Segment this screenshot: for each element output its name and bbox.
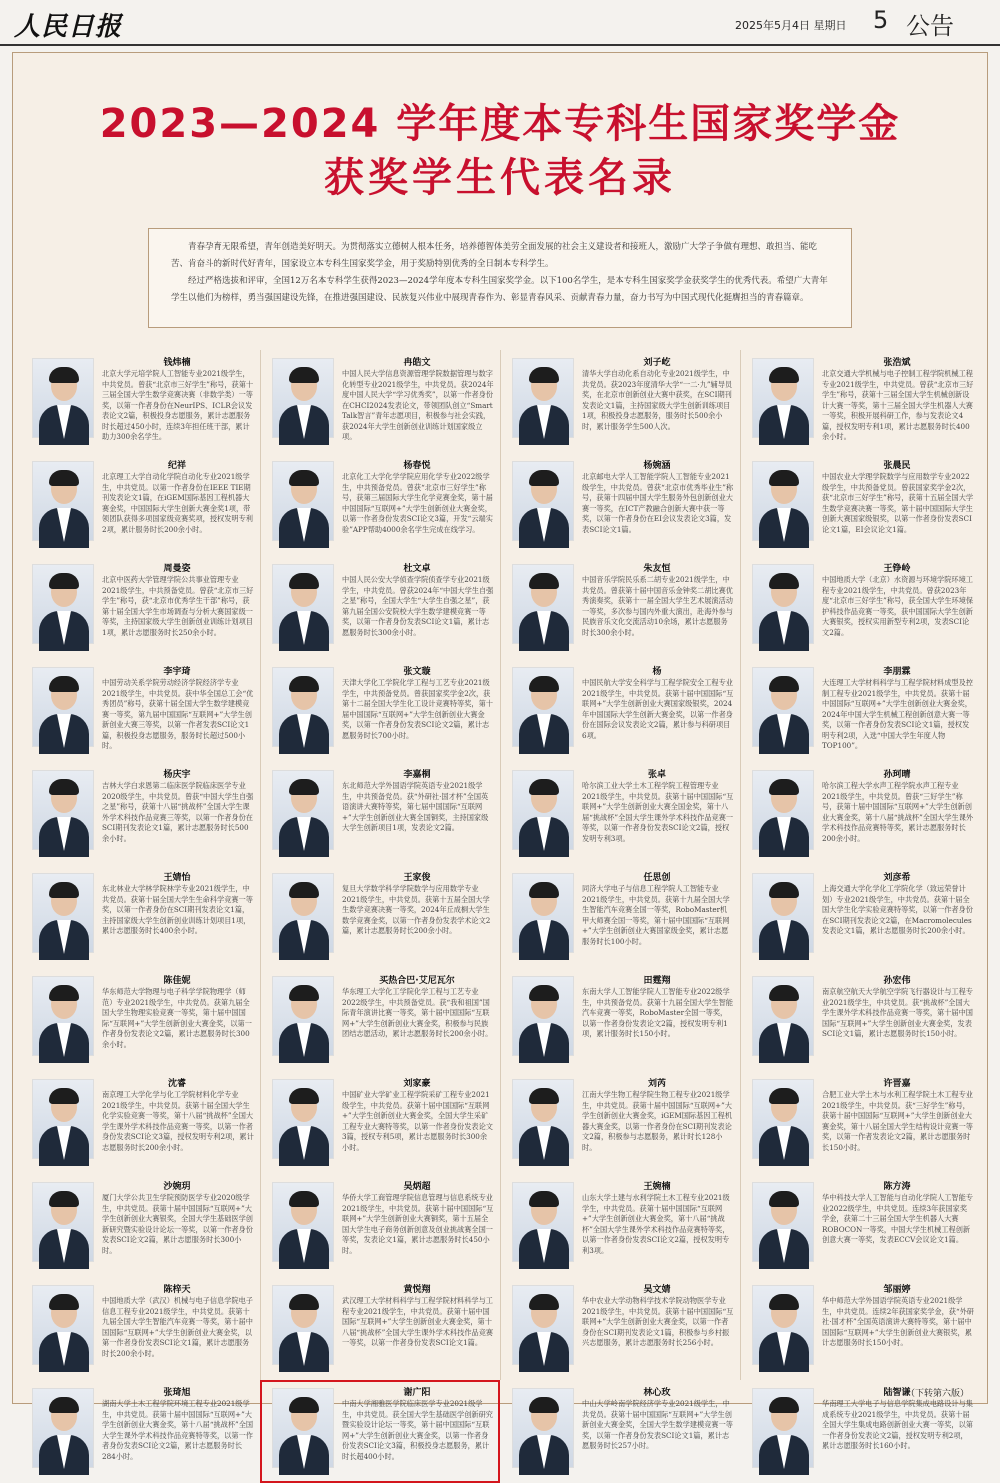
- student-name: 王婉楠: [643, 1182, 671, 1192]
- student-photo: [272, 770, 334, 850]
- student-bio: 中国农业大学理学院数学与应用数学专业2022级学生，中共预备党员。曾获国家奖学金2次，获“北京市三好学生”称号，获第十五届全国大学生数学竞赛决赛一等奖，第十届中国国际大学生创新大赛国家级银奖，以第一作者身份发表SCI论文1篇，EI会议论文1篇。: [822, 472, 974, 534]
- student-photo: [512, 1388, 574, 1468]
- student-photo: [512, 873, 574, 953]
- student-bio: 武汉理工大学材料科学与工程学院材料科学与工程专业2021级学生，中共党员。获第十届中国国际“互联网+”大学生创新创业大赛金奖，第十八届“挑战杯”全国大学生课外学术科技作品竞赛一等奖，以第一作者身份发表SCI论文1篇。: [342, 1296, 494, 1347]
- student-card: [500, 1277, 740, 1380]
- student-photo: [272, 1079, 334, 1159]
- student-name: 杨春悦: [403, 461, 431, 471]
- student-bio: 中国劳动关系学院劳动经济学院经济学专业2021级学生，中共党员。获中华全国总工会“优秀团员”称号，获第十届全国大学生数学建模竞赛一等奖，第九届中国国际“互联网+”大学生创新创业大赛三等奖，以第一作者发表SCI论文1篇，积极投身志愿服务，服务时长超过500小时。: [102, 678, 254, 750]
- student-name: 杨婉涵: [643, 461, 671, 471]
- student-bio: 清华大学自动化系自动化专业2021级学生，中共党员。获2023年度清华大学“一二·九”辅导员奖，在北京市创新创业大赛中获奖，在SCI期刊发表论文1篇，主持国家级大学生创新训练项目1项，积极投身志愿服务，服务时长500余小时，累计服务学生500人次。: [582, 369, 733, 431]
- student-name: 张琦旭: [163, 1388, 191, 1398]
- student-bio: 中国地质大学（武汉）机械与电子信息学院电子信息工程专业2021级学生，中共党员。获第十九届全国大学生智能汽车竞赛一等奖，第十届中国国际“互联网+”大学生创新创业大赛金奖，以第一作者身份发表SCI论文1篇，累计志愿服务时长200余小时。: [102, 1296, 253, 1358]
- student-card: [20, 1071, 260, 1174]
- page-number: 5: [873, 6, 889, 34]
- student-name: 张卓: [647, 770, 666, 780]
- student-photo: [32, 461, 94, 541]
- student-name: 沈睿: [167, 1079, 186, 1089]
- student-photo: [32, 564, 94, 644]
- student-name: 李朋霖: [883, 667, 911, 677]
- student-photo: [752, 461, 814, 541]
- student-photo: [752, 976, 814, 1056]
- student-photo: [752, 667, 814, 747]
- student-name: 王婧怡: [163, 873, 191, 883]
- student-card: [740, 350, 980, 453]
- student-name: 杨庆宇: [163, 770, 191, 780]
- intro-box: [148, 228, 852, 328]
- student-name: 孙宏伟: [883, 976, 911, 986]
- student-photo: [272, 1285, 334, 1365]
- student-photo: [32, 976, 94, 1056]
- student-photo: [752, 564, 814, 644]
- student-photo: [512, 461, 574, 541]
- student-bio: 华中科技大学人工智能与自动化学院人工智能专业2022级学生，中共党员。连续3年获国家奖学金，获第二十三届全国大学生机器人大赛ROBOCON一等奖，中国大学生机械工程创新创意大赛一等奖，发表ECCV会议论文1篇。: [822, 1193, 973, 1244]
- student-name: 刘芮: [647, 1079, 666, 1089]
- student-card: [740, 968, 980, 1071]
- student-name: 田霆翔: [643, 976, 671, 986]
- student-photo: [32, 1285, 94, 1365]
- student-card: [20, 1380, 260, 1483]
- student-bio: 中山大学岭南学院经济学专业2021级学生，中共党员。获第十届中国国际“互联网+”大学生创新创业大赛金奖，全国大学生数学建模竞赛一等奖，以第一作者身份发表SCI论文1篇，累计志愿服务时长257小时。: [582, 1399, 733, 1450]
- student-bio: 吉林大学白求恩第二临床医学院临床医学专业2020级学生，中共党员。曾获“中国大学生自强之星”称号，获第十八届“挑战杯”全国大学生课外学术科技作品竞赛三等奖，以第一作者身份在SCI期刊发表论文1篇，累计志愿服务时长500余小时。: [102, 781, 254, 843]
- student-name: 黄悦翔: [403, 1285, 431, 1295]
- student-name: 朱友恒: [643, 564, 671, 574]
- intro-paragraph-2: 经过严格选拔和评审，全国12万名本专科学生获得2023—2024学年度本专科生国家奖学金。以下100名学生，是本专科生国家奖学金获奖学生的优秀代表。希望广大青年学生以他们为榜样，勇当强国建设先锋，在推进强国建设、民族复兴伟业中展现青春作为、彰显青春风采、贡献青春力量，奋力书写为中国式现代化挺膺担当的青春篇章。: [171, 276, 828, 303]
- student-photo: [272, 976, 334, 1056]
- student-bio: 华中师范大学外国语学院英语专业2021级学生，中共党员。连续2年获国家奖学金，获“外研社·国才杯”全国英语演讲大赛特等奖，第十届中国国际“互联网+”大学生创新创业大赛银奖，累计志愿服务时长150小时。: [822, 1296, 974, 1347]
- student-name: 杜文卓: [403, 564, 431, 574]
- section-name: 公告: [906, 12, 954, 40]
- student-card: [20, 968, 260, 1071]
- student-name: 杨: [652, 667, 662, 677]
- student-photo: [512, 667, 574, 747]
- student-photo: [272, 1182, 334, 1262]
- student-bio: 江南大学生物工程学院生物工程专业2021级学生，中共党员。获第十届中国国际“互联网+”大学生创新创业大赛金奖，iGEM国际基因工程机器大赛金奖，以第一作者身份在SCI期刊发表论文2篇，积极参与志愿服务，累计时长128小时。: [582, 1090, 733, 1152]
- student-bio: 哈尔滨工业大学土木工程学院工程管理专业2021级学生，中共党员。获第十届中国国际“互联网+”大学生创新创业大赛全国金奖，第十八届“挑战杯”全国大学生课外学术科技作品竞赛一等奖，以第一作者身份发表SCI论文2篇，授权发明专利3项。: [582, 781, 734, 843]
- continue-note: （下转第六版）: [906, 1389, 970, 1399]
- student-card: [260, 865, 500, 968]
- student-card: [260, 659, 500, 762]
- student-name: 张晨民: [883, 461, 911, 471]
- student-card: [20, 453, 260, 556]
- student-card: [500, 1380, 740, 1483]
- student-bio: 天津大学化工学院化学工程与工艺专业2021级学生，中共预备党员。曾获国家奖学金2次，获第十二届全国大学生化工设计竞赛特等奖，第十届中国国际“互联网+”大学生创新创业大赛金奖，以第一作者身份发表SCI论文2篇，累计志愿服务时长700小时。: [342, 678, 493, 740]
- student-bio: 哈尔滨工程大学水声工程学院水声工程专业2021级学生，中共党员。曾获“三好学生”称号，获第十届中国国际“互联网+”大学生创新创业大赛金奖，第十八届“挑战杯”全国大学生课外学术科技作品竞赛特等奖，累计志愿服务时长200余小时。: [822, 781, 974, 843]
- headline-line-1: 2023—2024 学年度本专科生国家奖学金: [99, 101, 901, 147]
- student-card: [260, 1174, 500, 1277]
- newspaper-logo: 人民日报: [14, 12, 123, 42]
- student-name: 谢广阳: [403, 1388, 431, 1398]
- student-name: 陈佳妮: [163, 976, 191, 986]
- student-bio: 华东师范大学物理与电子科学学院物理学（师范）专业2021级学生，中共党员。获第九届全国大学生物理实验竞赛一等奖，第十届中国国际“互联网+”大学生创新创业大赛金奖，以第一作者身份发表论文2篇，累计志愿服务时长300余小时。: [102, 987, 252, 1049]
- student-bio: 北京中医药大学管理学院公共事业管理专业2021级学生，中共预备党员。曾获“北京市三好学生”称号，获“北京市优秀学生干部”称号，获第十届全国大学生市场调查与分析大赛国家级一等奖，主持国家级大学生创新创业训练计划项目1项，累计志愿服务时长250余小时。: [102, 575, 254, 637]
- student-photo: [752, 1285, 814, 1365]
- student-bio: 华南理工大学电子与信息学院集成电路设计与集成系统专业2021级学生，中共党员。获第十届全国大学生集成电路创新创业大赛一等奖，以第一作者身份发表论文2篇，授权发明专利2项，累计志愿服务时长160小时。: [822, 1399, 973, 1450]
- student-bio: 北京化工大学化学学院应用化学专业2022级学生，中共预备党员。曾获“北京市三好学生”称号，获第三届国际大学生化学竞赛金奖，第十届中国国际“互联网+”大学生创新创业大赛金奖，以第一作者身份发表SCI论文3篇，开发“云端实验”APP帮助4000余名学生完成在线学习。: [342, 472, 493, 534]
- student-card: [740, 762, 980, 865]
- student-name: 邹丽婷: [883, 1285, 911, 1295]
- student-photo: [512, 1079, 574, 1159]
- student-card: [260, 350, 500, 453]
- student-photo: [512, 1182, 574, 1262]
- student-bio: 北京大学元培学院人工智能专业2021级学生，中共党员。曾获“北京市三好学生”称号，获第十三届全国大学生数学竞赛决赛（非数学类）一等奖，以第一作者身份在NeurIPS、ICLR会议发表论文2篇，积极投身志愿服务，累计志愿服务时长超过450小时，连续3年担任班干部，累计助力300余名学生。: [102, 369, 254, 441]
- student-name: 刘家豪: [403, 1079, 431, 1089]
- intro-paragraph-1: 青春孕育无限希望，青年创造美好明天。为贯彻落实立德树人根本任务，培养德智体美劳全面发展的社会主义建设者和接班人，激励广大学子争做有理想、敢担当、能吃苦、肯奋斗的新时代好青年，国家设立本专科生国家奖学金，用于奖励特别优秀的全日制本专科学生。: [171, 242, 818, 269]
- student-bio: 大连理工大学材料科学与工程学院材料成型及控制工程专业2021级学生，中共党员。获第十届中国国际“互联网+”大学生创新创业大赛金奖，2024年中国大学生机械工程创新创意大赛一等奖，以第一作者身份发表SCI论文1篇，授权发明专利2项，入选“中国大学生年度人物TOP100”。: [822, 678, 973, 750]
- student-name: 吴炳超: [403, 1182, 431, 1192]
- student-photo: [272, 1388, 334, 1468]
- student-card: [20, 762, 260, 865]
- student-photo: [752, 1079, 814, 1159]
- student-photo: [272, 667, 334, 747]
- student-bio: 北京交通大学机械与电子控制工程学院机械工程专业2021级学生，中共党员。曾获“北京市三好学生”称号，获第十三届全国大学生机械创新设计大赛一等奖，第十三届全国大学生机器人大赛一等奖，积极开展科研工作，参与发表论文4篇，授权发明专利1项，累计志愿服务时长400余小时。: [822, 369, 974, 441]
- student-card: [20, 556, 260, 659]
- student-card: [740, 1277, 980, 1380]
- student-bio: 同济大学电子与信息工程学院人工智能专业2021级学生，中共党员。获第十九届全国大学生智能汽车竞赛全国一等奖，RoboMaster机甲大师赛全国一等奖，第十届中国国际“互联网+”大学生创新创业大赛国家级金奖，累计志愿服务时长100小时。: [582, 884, 730, 946]
- student-photo: [512, 564, 574, 644]
- student-bio: 南京理工大学化学与化工学院材料化学专业2021级学生，中共党员。获第十届全国大学生化学实验竞赛一等奖，第十八届“挑战杯”全国大学生课外学术科技作品竞赛一等奖，以第一作者身份发表SCI论文3篇，授权发明专利2项，累计志愿服务时长200余小时。: [102, 1090, 254, 1152]
- student-bio: 合肥工业大学土木与水利工程学院土木工程专业2021级学生，中共党员。获“三好学生”称号，获第十届中国国际“互联网+”大学生创新创业大赛金奖，第十八届全国大学生结构设计竞赛一等奖，以第一作者发表论文2篇，累计志愿服务时长150小时。: [822, 1090, 973, 1152]
- student-card: [740, 1071, 980, 1174]
- student-name: 李宇琦: [163, 667, 191, 677]
- student-bio: 北京理工大学自动化学院自动化专业2021级学生，中共党员。以第一作者身份在IEEE TIE期刊发表论文1篇，在iGEM国际基因工程机器大赛金奖，中国国际大学生创新大赛金奖1项，带领团队获得多项国家级竞赛奖项，授权发明专利2项，累计服务时长200余小时。: [102, 472, 253, 534]
- student-bio: 华中农业大学动物科学技术学院动物医学专业2021级学生，中共党员。获第十届中国国际“互联网+”大学生创新创业大赛金奖，以第一作者身份在SCI期刊发表论文1篇，积极参与乡村振兴志愿服务，累计志愿服务时长256小时。: [582, 1296, 734, 1347]
- student-photo: [272, 461, 334, 541]
- student-bio: 中国地质大学（北京）水资源与环境学院环境工程专业2021级学生，中共党员。曾获2023年度“北京市三好学生”称号，获全国大学生环境保护科技作品竞赛一等奖，获中国国际大学生创新大赛银奖，授权实用新型专利2项，发表SCI论文2篇。: [822, 575, 974, 637]
- student-card: [500, 659, 740, 762]
- student-name: 吴文婧: [643, 1285, 671, 1295]
- student-bio: 华侨大学工商管理学院信息管理与信息系统专业2021级学生，中共党员。获第十届中国国际“互联网+”大学生创新创业大赛铜奖，第十五届全国大学生电子商务创新创意及创业挑战赛全国一等奖，发表论文1篇，累计志愿服务时长450小时。: [342, 1193, 494, 1255]
- student-card: [500, 762, 740, 865]
- student-card: [20, 865, 260, 968]
- student-name: 买热合巴·艾尼瓦尔: [379, 976, 455, 986]
- student-card: [260, 762, 500, 865]
- student-photo: [32, 358, 94, 438]
- student-photo: [752, 1388, 814, 1468]
- student-card: [260, 556, 500, 659]
- student-card: [20, 1174, 260, 1277]
- student-card: [20, 350, 260, 453]
- student-bio: 湖南大学土木工程学院环境工程专业2021级学生，中共党员。获第十届中国国际“互联网+”大学生创新创业大赛金奖，第十八届“挑战杯”全国大学生课外学术科技作品竞赛特等奖，以第一作者身份发表SCI论文2篇，累计志愿服务时长284小时。: [102, 1399, 254, 1461]
- student-bio: 山东大学土建与水利学院土木工程专业2021级学生，中共党员。获第十届中国国际“互联网+”大学生创新创业大赛金奖，第十八届“挑战杯”全国大学生课外学术科技作品竞赛特等奖，以第一作者身份发表SCI论文2篇，授权发明专利3项。: [582, 1193, 730, 1255]
- student-card: [260, 968, 500, 1071]
- student-photo: [512, 358, 574, 438]
- student-photo: [752, 358, 814, 438]
- student-name: 刘子屹: [643, 358, 671, 368]
- student-bio: 东北林业大学林学院林学专业2021级学生，中共党员。获第十届全国大学生生命科学竞赛一等奖，以第一作者身份在SCI期刊发表论文1篇，主持国家级大学生创新创业训练计划项目1项，累计志愿服务时长400余小时。: [102, 884, 253, 935]
- student-bio: 中国人民公安大学侦查学院侦查学专业2021级学生，中共党员。曾获2024年“中国大学生自强之星”称号，全国大学生“大学生自强之星”，获第九届全国公安院校大学生数学建模竞赛一等奖，以第一作者身份发表SCI论文1篇，累计志愿服务时长300余小时。: [342, 575, 494, 637]
- student-name: 任思创: [643, 873, 671, 883]
- student-name: 王铮岭: [883, 564, 911, 574]
- student-name: 周曼姿: [163, 564, 191, 574]
- student-bio: 南京航空航天大学航空学院飞行器设计与工程专业2021级学生，中共党员。获“挑战杯”全国大学生课外学术科技作品竞赛一等奖，第十届中国国际“互联网+”大学生创新创业大赛金奖，发表SCI论文1篇，累计志愿服务时长150小时。: [822, 987, 973, 1038]
- student-name: 沙婉玥: [163, 1182, 191, 1192]
- student-photo: [272, 358, 334, 438]
- student-name: 许晋嘉: [883, 1079, 911, 1089]
- student-bio: 华东理工大学化工学院化学工程与工艺专业2022级学生，中共预备党员。获“我和祖国”国际青年演讲比赛一等奖，第十届中国国际“互联网+”大学生创新创业大赛金奖，积极参与民族团结志愿活动，累计志愿服务时长200余小时。: [342, 987, 493, 1038]
- student-photo: [512, 976, 574, 1056]
- student-photo: [272, 873, 334, 953]
- student-bio: 中国矿业大学矿业工程学院采矿工程专业2021级学生，中共党员。获第十届中国国际“互联网+”大学生创新创业大赛金奖，全国大学生采矿工程专业大赛特等奖，以第一作者身份发表论文3篇，授权专利5项，累计志愿服务时长300余小时。: [342, 1090, 493, 1152]
- student-card: [260, 1071, 500, 1174]
- masthead: [0, 0, 1000, 46]
- student-card: [260, 1380, 500, 1483]
- student-name: 冉皓文: [403, 358, 431, 368]
- student-photo: [32, 1388, 94, 1468]
- student-bio: 北京邮电大学人工智能学院人工智能专业2021级学生，中共党员。曾获“北京市优秀毕业生”称号，获第十四届中国大学生服务外包创新创业大赛一等奖，在ICT产教融合创新大赛中获一等奖，以第一作者身份在EI会议发表论文3篇，发表SCI论文1篇。: [582, 472, 734, 534]
- student-card: [500, 865, 740, 968]
- student-name: 张文璇: [403, 667, 431, 677]
- student-bio: 东北师范大学外国语学院英语专业2021级学生，中共预备党员。获“外研社·国才杯”全国英语演讲大赛特等奖，第七届中国国际“互联网+”大学生创新创业大赛全国铜奖，主持国家级大学生创新项目1项，发表论文2篇。: [342, 781, 489, 832]
- student-photo: [752, 1182, 814, 1262]
- student-bio: 中南大学湘雅医学院临床医学专业2021级学生，中共党员。获全国大学生基础医学创新研究暨实验设计论坛一等奖，第十届中国国际“互联网+”大学生创新创业大赛金奖，以第一作者身份发表SCI论文3篇，积极投身志愿服务，累计时长超400小时。: [342, 1399, 493, 1461]
- student-name: 孙珂晴: [883, 770, 911, 780]
- student-photo: [32, 1079, 94, 1159]
- student-photo: [272, 564, 334, 644]
- student-name: 林心玫: [643, 1388, 671, 1398]
- student-name: 陈方涛: [883, 1182, 911, 1192]
- student-card: [740, 1174, 980, 1277]
- student-photo: [32, 667, 94, 747]
- student-card: [500, 556, 740, 659]
- student-card: [260, 1277, 500, 1380]
- student-card: [500, 1071, 740, 1174]
- student-photo: [752, 873, 814, 953]
- student-bio: 东南大学人工智能学院人工智能专业2022级学生，中共预备党员。获第十九届全国大学生智能汽车竞赛一等奖，RoboMaster全国一等奖，以第一作者身份发表论文2篇，授权发明专利1项，累计服务时长150小时。: [582, 987, 733, 1038]
- student-card: [740, 556, 980, 659]
- student-bio: 中国音乐学院民乐系二胡专业2021级学生，中共党员。曾获第十届中国音乐金钟奖二胡比赛优秀演奏奖，获第十一届全国大学生艺术展演活动一等奖，多次参与国内外重大演出，赴海外参与民族音乐文化交流活动10余场，累计志愿服务时长300余小时。: [582, 575, 733, 637]
- student-name: 陆智谦: [883, 1388, 911, 1398]
- student-name: 陈梓天: [163, 1285, 191, 1295]
- student-card: [500, 453, 740, 556]
- student-bio: 厦门大学公共卫生学院预防医学专业2020级学生，中共党员。获第十届中国国际“互联网+”大学生创新创业大赛银奖，全国大学生基础医学创新研究暨实验设计论坛一等奖，以第一作者身份发表SCI论文2篇，累计志愿服务时长300小时。: [102, 1193, 253, 1255]
- student-photo: [32, 770, 94, 850]
- student-card: [500, 968, 740, 1071]
- issue-date: 2025年5月4日 星期日: [735, 19, 847, 32]
- student-photo: [752, 770, 814, 850]
- student-card: [20, 1277, 260, 1380]
- student-bio: 复旦大学数学科学学院数学与应用数学专业2021级学生，中共党员。获第十五届全国大学生数学竞赛决赛一等奖，2024年丘成桐大学生数学竞赛金奖，以第一作者身份发表学术论文2篇，累计志愿服务时长200余小时。: [342, 884, 491, 935]
- student-bio: 中国民航大学安全科学与工程学院安全工程专业2021级学生，中共党员。获第十届中国国际“互联网+”大学生创新创业大赛国家级银奖，2024年中国国际大学生创新大赛金奖，以第一作者身份在国际会议发表论文2篇，累计参与科研项目6项。: [582, 678, 734, 740]
- student-name: 张浩斌: [883, 358, 911, 368]
- student-card: [740, 865, 980, 968]
- student-name: 李嘉桐: [403, 770, 431, 780]
- student-photo: [32, 873, 94, 953]
- student-card: [500, 350, 740, 453]
- student-card: [500, 1174, 740, 1277]
- student-photo: [32, 1182, 94, 1262]
- student-name: 钱炜楠: [163, 358, 191, 368]
- student-card: [260, 453, 500, 556]
- student-photo: [512, 1285, 574, 1365]
- student-name: 王家俊: [403, 873, 431, 883]
- student-card: [740, 659, 980, 762]
- student-card: [20, 659, 260, 762]
- headline-line-2: 获奖学生代表名录: [324, 155, 676, 201]
- student-photo: [512, 770, 574, 850]
- student-name: 纪祥: [167, 461, 186, 471]
- student-bio: 中国人民大学信息资源管理学院数据管理与数字化转型专业2021级学生，中共党员。获2024年度中国人民大学“学习优秀奖”，以第一作者身份在CHCI2024发表论文，带领团队创立“Smart Talk智言”青年志愿项目，积极参与社会实践，获2024年大学生创新创业训练计划国家级立项。: [342, 369, 494, 441]
- student-card: [740, 453, 980, 556]
- student-name: 刘彦希: [883, 873, 911, 883]
- student-bio: 上海交通大学化学化工学院化学（致远荣誉计划）专业2021级学生，中共党员。获第十届全国大学生化学实验竞赛特等奖，以第一作者身份在SCI期刊发表论文2篇，在Macromolecules发表论文1篇，累计志愿服务时长200余小时。: [822, 884, 973, 935]
